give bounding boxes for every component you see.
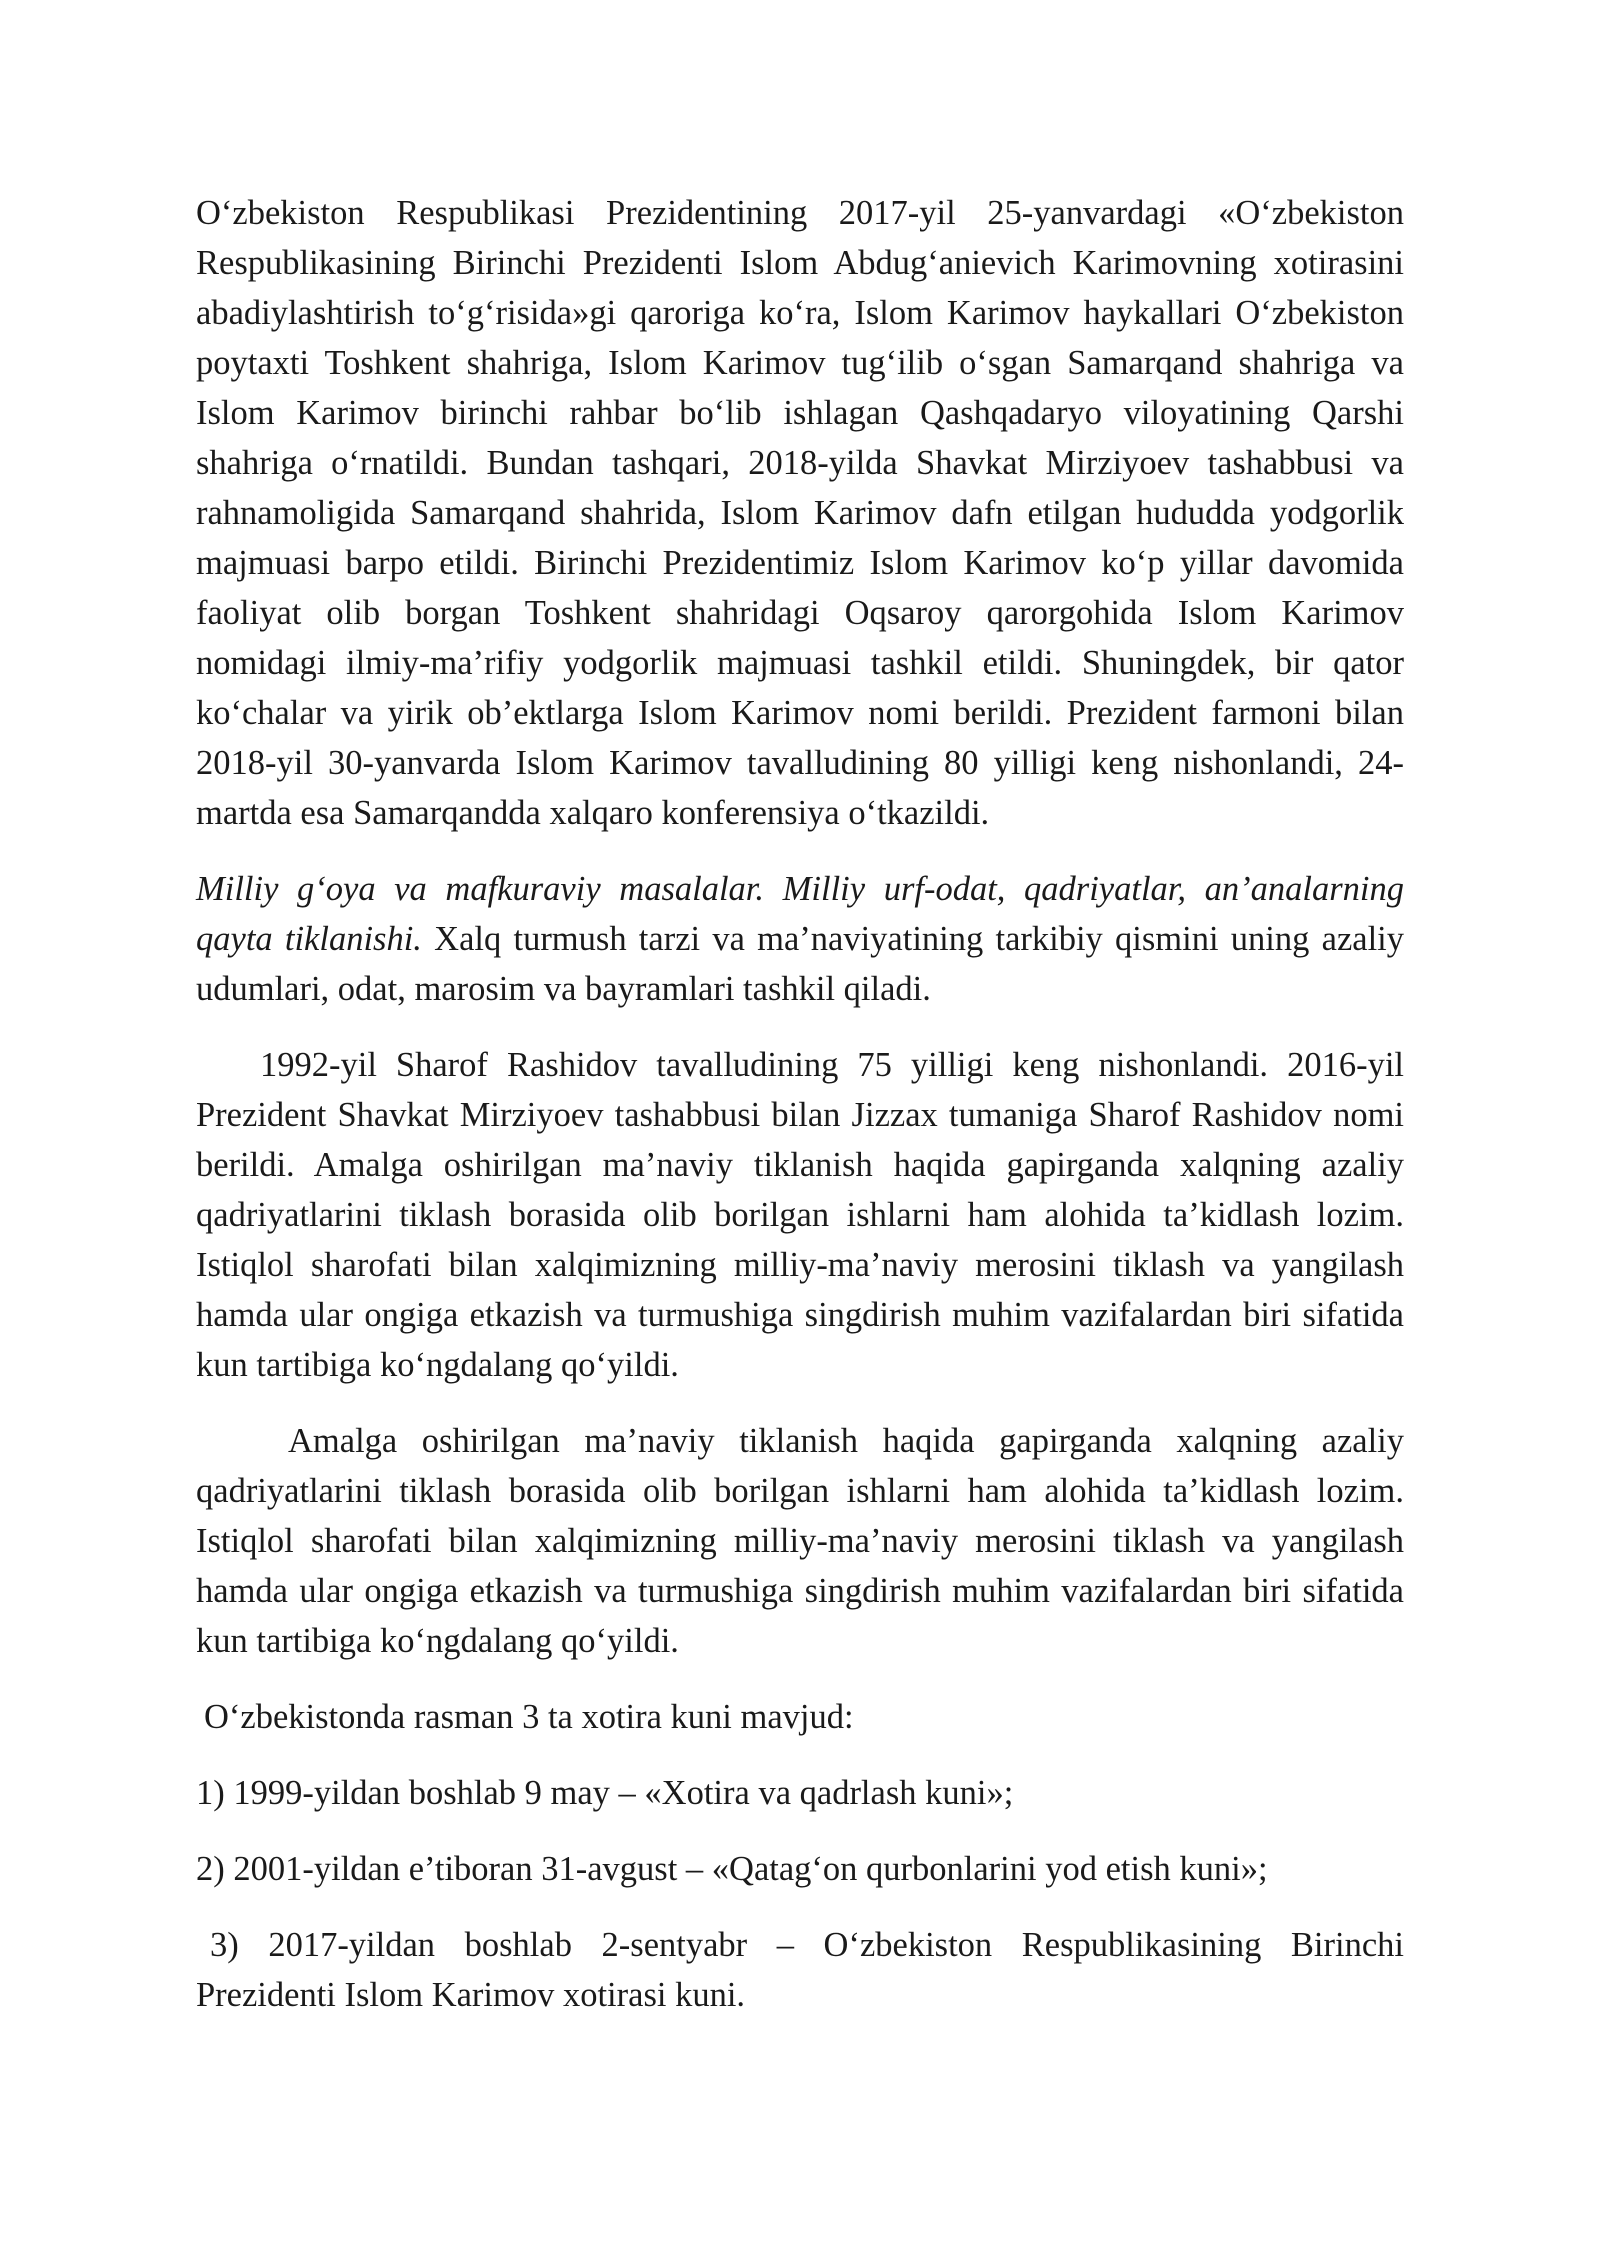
paragraph-national-idea-body: Xalq turmush tarzi va ma’naviyatining tarkibiy qismini uning azaliy udumlari, odat, marosim va bayramlari tashkil qiladi. [196, 920, 1404, 1008]
memory-day-item-3: 3) 2017-yildan boshlab 2-sentyabr – O‘zbekiston Respublikasining Birinchi Prezidenti Islom Karimov xotirasi kuni. [196, 1926, 1404, 2014]
paragraph-rashidov: 1992-yil Sharof Rashidov tavalludining 75 yilligi keng nishonlandi. 2016-yil Prezident Shavkat Mirziyoev tashabbusi bilan Jizzax tumaniga Sharof Rashidov nomi berildi. Amalga oshirilgan ma’naviy tiklanish haqida gapirganda xalqning azaliy qadriyatlarini tiklash borasida olib borilgan ishlarni ham alohida ta’kidlash lozim. Istiqlol sharofati bilan xalqimizning milliy-ma’naviy merosini tiklash va yangilash hamda ular ongiga etkazish va turmushiga singdirish muhim vazifalardan biri sifatida kun tartibiga ko‘ngdalang qo‘yildi. [196, 1046, 1404, 1384]
memory-day-item-1: 1) 1999-yildan boshlab 9 may – «Xotira va qadrlash kuni»; [196, 1774, 1014, 1812]
paragraph-national-idea-heading: Milliy g‘oya va mafkuraviy masalalar. Milliy urf-odat, qadriyatlar, an’analarning qayta tiklanishi. [196, 870, 1404, 958]
document-page [196, 188, 1404, 2046]
paragraph-karimov-memorials: O‘zbekiston Respublikasi Prezidentining 2017-yil 25-yanvardagi «O‘zbekiston Respublikasining Birinchi Prezidenti Islom Abdug‘anievich Karimovning xotirasini abadiylashtirish to‘g‘risida»gi qaroriga ko‘ra, Islom Karimov haykallari O‘zbekiston poytaxti Toshkent shahriga, Islom Karimov tug‘ilib o‘sgan Samarqand shahriga va Islom Karimov birinchi rahbar bo‘lib ishlagan Qashqadaryo viloyatining Qarshi shahriga o‘rnatildi. Bundan tashqari, 2018-yilda Shavkat Mirziyoev tashabbusi va rahnamoligida Samarqand shahrida, Islom Karimov dafn etilgan hududda yodgorlik majmuasi barpo etildi. Birinchi Prezidentimiz Islom Karimov ko‘p yillar davomida faoliyat olib borgan Toshkent shahridagi Oqsaroy qarorgohida Islom Karimov nomidagi ilmiy-ma’rifiy yodgorlik majmuasi tashkil etildi. Shuningdek, bir qator ko‘chalar va yirik ob’ektlarga Islom Karimov nomi berildi. Prezident farmoni bilan 2018-yil 30-yanvarda Islom Karimov tavalludining 80 yilligi keng nishonlandi, 24-martda esa Samarqandda xalqaro konferensiya o‘tkazildi. [196, 194, 1404, 832]
paragraph-spiritual-revival: Amalga oshirilgan ma’naviy tiklanish haqida gapirganda xalqning azaliy qadriyatlarini tiklash borasida olib borilgan ishlarni ham alohida ta’kidlash lozim. Istiqlol sharofati bilan xalqimizning milliy-ma’naviy merosini tiklash va yangilash hamda ular ongiga etkazish va turmushiga singdirish muhim vazifalardan biri sifatida kun tartibiga ko‘ngdalang qo‘yildi. [196, 1422, 1404, 1660]
paragraph-national-idea [196, 864, 1404, 1014]
paragraph-memory-days-intro: O‘zbekistonda rasman 3 ta xotira kuni mavjud: [204, 1698, 854, 1736]
memory-day-item-2: 2) 2001-yildan e’tiboran 31-avgust – «Qatag‘on qurbonlarini yod etish kuni»; [196, 1850, 1268, 1888]
